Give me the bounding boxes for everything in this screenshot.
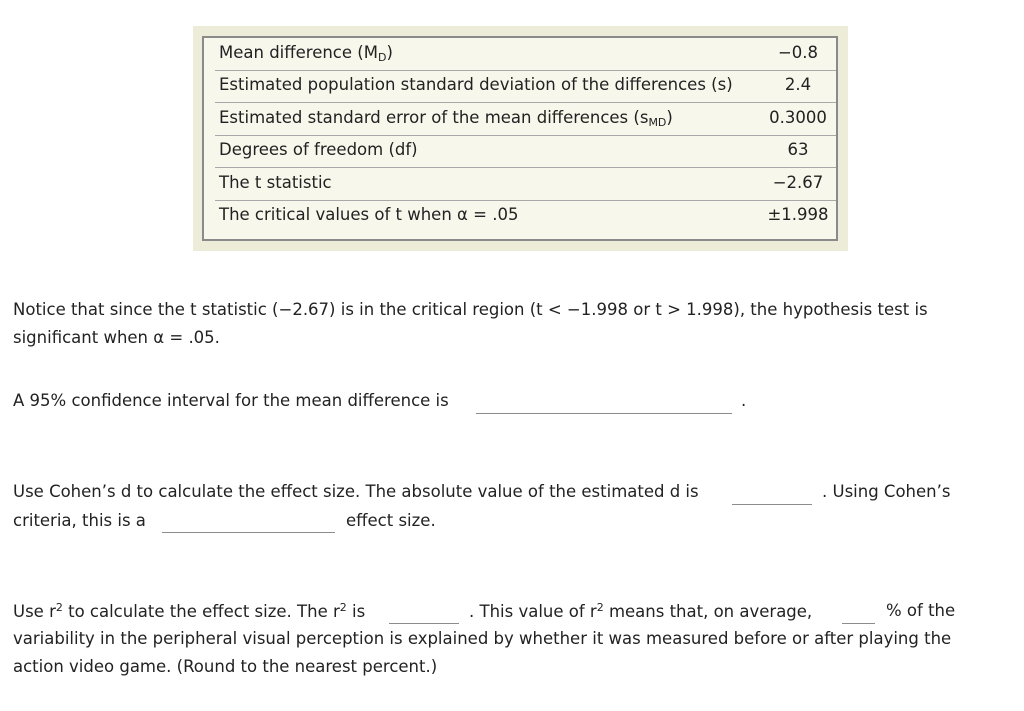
ci-answer-blank[interactable] (476, 413, 732, 414)
notice-line-2: significant when α = .05. (13, 328, 220, 347)
row-value: 0.3000 (769, 108, 827, 127)
row-label: Degrees of freedom (df) (219, 140, 418, 159)
cohen-text-1: Use Cohen’s d to calculate the effect size. The absolute value of the estimated d is (13, 482, 699, 501)
row-label: The t statistic (219, 173, 332, 192)
statistics-table (202, 36, 838, 241)
row-value: 2.4 (784, 75, 812, 94)
r2-text-3: % of the (886, 601, 956, 620)
cohen-text-4: effect size. (346, 511, 436, 530)
table-row (215, 103, 836, 136)
row-value: −2.67 (772, 173, 824, 192)
cohen-d-answer-blank[interactable] (732, 504, 812, 505)
notice-line-1: Notice that since the t statistic (−2.67) is in the critical region (t < −1.998 or t > 1.998), the hypothesis test is (13, 300, 928, 319)
ci-period: . (741, 391, 747, 410)
ci-question-text: A 95% confidence interval for the mean difference is (13, 391, 449, 410)
cohen-text-3: criteria, this is a (13, 511, 146, 530)
table-row (215, 38, 836, 71)
table-row (215, 70, 836, 103)
row-value: 63 (787, 140, 809, 159)
r2-answer-blank[interactable] (389, 623, 459, 624)
row-label: Mean difference $(M_D)$ (219, 43, 393, 64)
row-value: −0.8 (777, 43, 819, 62)
table-row (215, 200, 836, 232)
effect-size-answer-blank[interactable] (162, 532, 335, 533)
row-label: The critical values of t when α = .05 (219, 205, 519, 224)
r2-text-line-2: variability in the peripheral visual perception is explained by whether it was measured before or after playing the (13, 629, 952, 648)
row-label: Estimated standard error of the mean differences $(s_{MD})$ (219, 108, 673, 129)
cohen-text-2: . Using Cohen’s (822, 482, 951, 501)
r2-text-2: . This value of $r^2$ means that, on average, (469, 601, 813, 621)
row-value: ±1.998 (767, 205, 829, 224)
percent-answer-blank[interactable] (842, 623, 875, 624)
table-row (215, 168, 836, 201)
row-label: Estimated population standard deviation of the differences (s) (219, 75, 733, 94)
r2-text-1: Use $r^2$ to calculate the effect size. The $r^2$ is (13, 601, 366, 621)
r2-text-line-3: action video game. (Round to the nearest percent.) (13, 657, 438, 676)
table-row (215, 135, 836, 168)
statistics-table-frame (193, 26, 848, 251)
